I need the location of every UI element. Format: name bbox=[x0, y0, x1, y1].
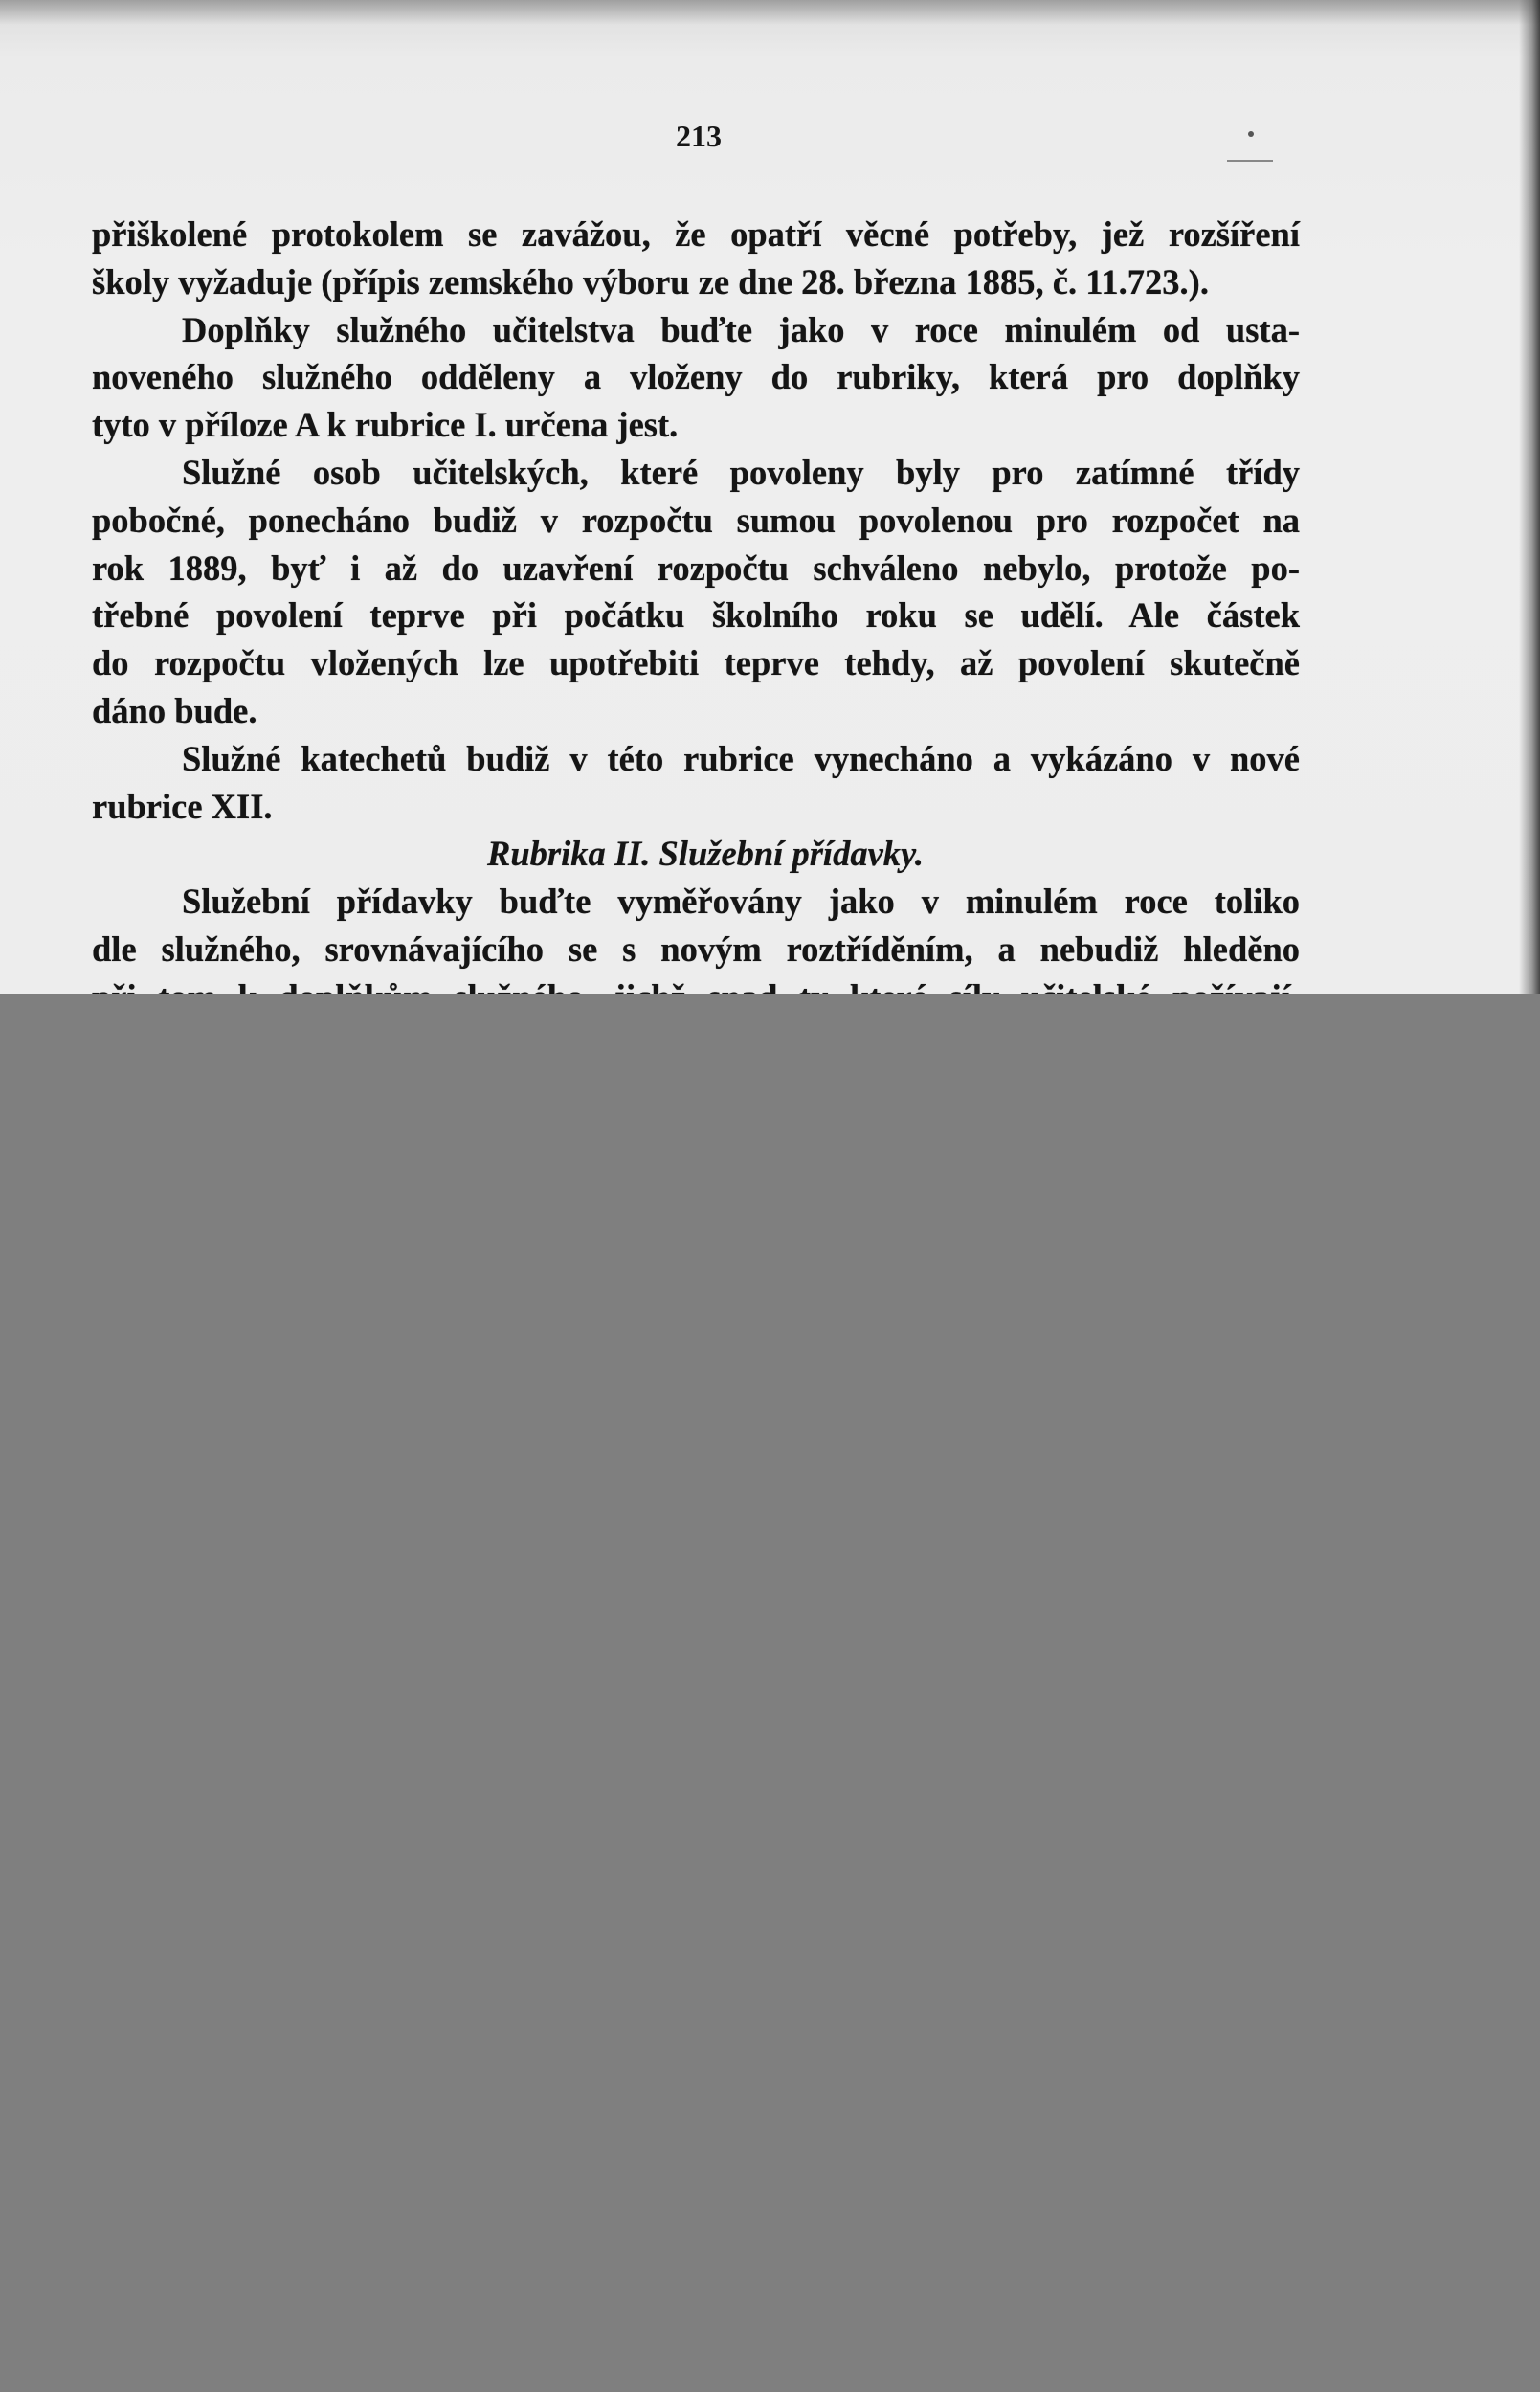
text-line: Doplňky služného učitelstva buďte jako v roce minulém od usta- bbox=[182, 309, 1300, 349]
text-line: třebné povolení teprve při počátku školního roku se udělí. Ale částek bbox=[92, 595, 1300, 636]
scanned-page bbox=[0, 0, 1540, 994]
stray-dot-mark bbox=[1248, 131, 1254, 137]
text-line: dáno bude. bbox=[92, 690, 257, 730]
cropped-gray-area bbox=[0, 994, 1540, 2392]
text-line: školy vyžaduje (přípis zemského výboru ze dne 28. března 1885, č. 11.723.). bbox=[92, 261, 1209, 302]
page-right-shadow bbox=[1519, 0, 1540, 994]
body-text bbox=[92, 211, 1300, 1021]
text-line: Služné katechetů budiž v této rubrice vynecháno a vykázáno v nové bbox=[182, 738, 1300, 778]
text-line: Služební přídavky buďte vyměřovány jako v minulém roce toliko bbox=[182, 882, 1300, 922]
text-line: dle služného, srovnávajícího se s novým roztříděním, a nebudiž hleděno bbox=[92, 928, 1300, 969]
text-line: do rozpočtu vložených lze upotřebiti teprve tehdy, až povolení skutečně bbox=[92, 643, 1300, 683]
text-line: Služné osob učitelských, které povoleny byly pro zatímné třídy bbox=[182, 452, 1300, 492]
text-line: noveného služného odděleny a vloženy do rubriky, která pro doplňky bbox=[92, 357, 1300, 397]
section-heading: Rubrika II. Služební přídavky. bbox=[486, 834, 924, 874]
text-line: přiškolené protokolem se zavážou, že opatří věcné potřeby, jež rozšíření bbox=[92, 214, 1300, 254]
page-number: 213 bbox=[676, 119, 722, 153]
text-line: rubrice XII. bbox=[92, 786, 273, 826]
stray-dash-mark bbox=[1227, 160, 1273, 162]
text-line: tyto v příloze A k rubrice I. určena jest. bbox=[92, 405, 679, 445]
page-top-shadow bbox=[0, 0, 1540, 25]
text-line: pobočné, ponecháno budiž v rozpočtu sumou povolenou pro rozpočet na bbox=[92, 500, 1300, 540]
text-line: rok 1889, byť i až do uzavření rozpočtu schváleno nebylo, protože po- bbox=[92, 548, 1300, 588]
